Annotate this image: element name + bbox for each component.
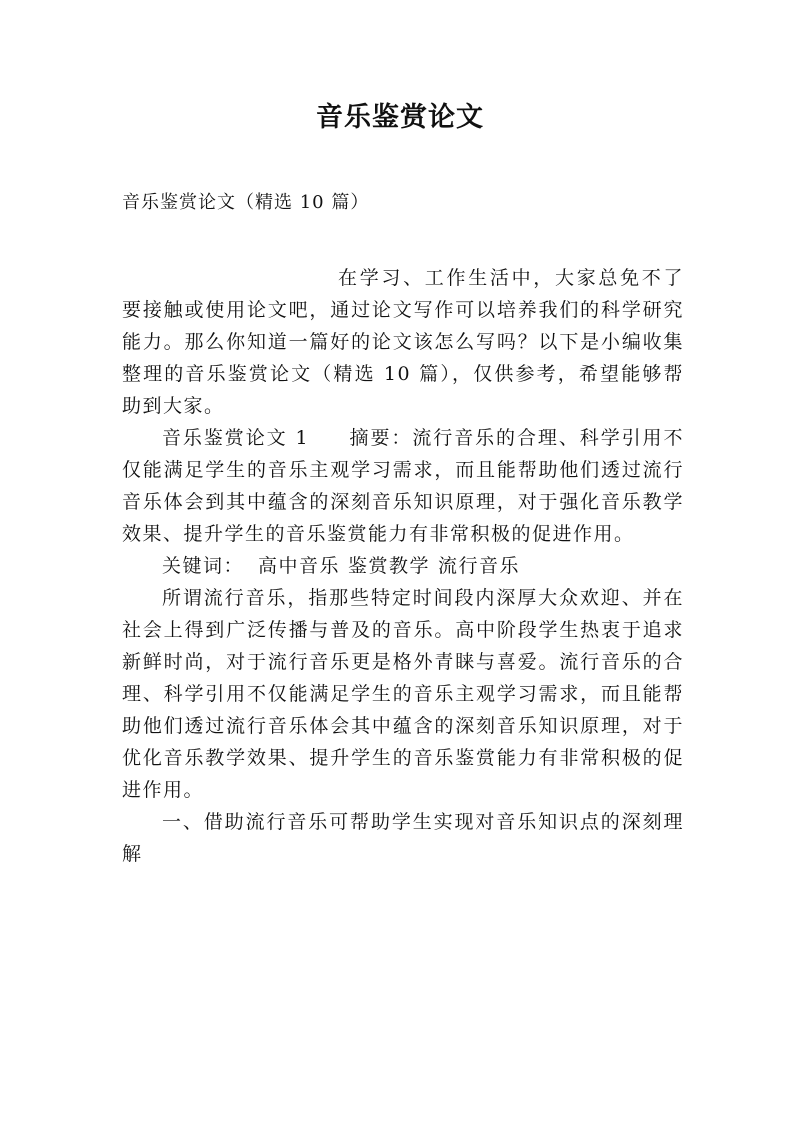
section-heading: 一、借助流行音乐可帮助学生实现对音乐知识点的深刻理解	[122, 811, 684, 865]
keywords-label: 关键词：	[162, 555, 245, 577]
intro-paragraph: 在学习、工作生活中，大家总免不了要接触或使用论文吧，通过论文写作可以培养我们的科学研究能力。那么你知道一篇好的论文该怎么写吗？以下是小编收集整理的音乐鉴赏论文（精选 10 篇），仅供参考，希望能够帮助到大家。	[122, 267, 684, 417]
essay-heading: 音乐鉴赏论文 1	[162, 427, 310, 449]
keyword: 高中音乐	[258, 555, 341, 577]
abstract-text: 摘要：流行音乐的合理、科学引用不仅能满足学生的音乐主观学习需求，而且能帮助他们透过流行音乐体会到其中蕴含的深刻音乐知识原理，对于强化音乐教学效果、提升学生的音乐鉴赏能力有非常积极的促进作用。	[122, 427, 684, 545]
document-body	[122, 262, 684, 870]
keywords-paragraph	[122, 550, 684, 582]
body-paragraph: 所谓流行音乐，指那些特定时间段内深厚大众欢迎、并在社会上得到广泛传播与普及的音乐。高中阶段学生热衷于追求新鲜时尚，对于流行音乐更是格外青睐与喜爱。流行音乐的合理、科学引用不仅能满足学生的音乐主观学习需求，而且能帮助他们透过流行音乐体会其中蕴含的深刻音乐知识原理，对于优化音乐教学效果、提升学生的音乐鉴赏能力有非常积极的促进作用。	[122, 587, 684, 801]
abstract-paragraph	[122, 422, 684, 550]
keyword: 鉴赏教学	[348, 555, 431, 577]
document-subtitle: 音乐鉴赏论文（精选 10 篇）	[122, 192, 370, 213]
document-title: 音乐鉴赏论文	[316, 102, 484, 133]
keyword: 流行音乐	[438, 555, 521, 577]
